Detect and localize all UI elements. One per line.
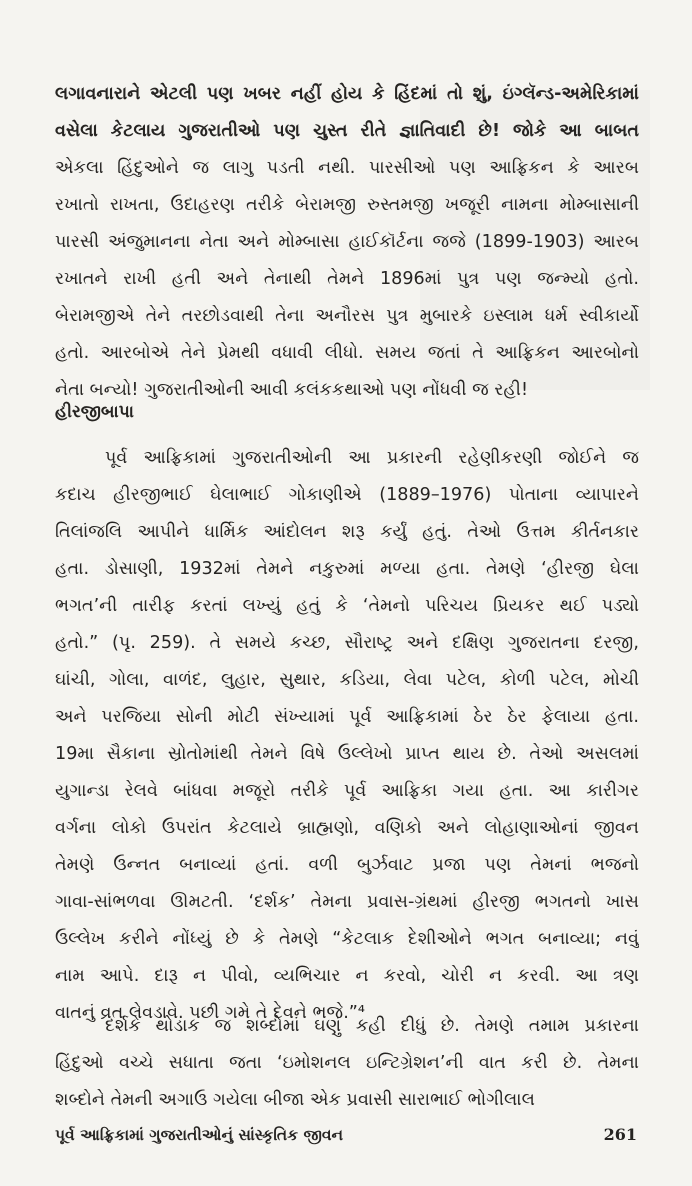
text-line: ઘાંચી, ગોલા, વાળંદ, લુહાર, સુથાર, કડિયા, લેવા પટેલ, કોળી પટેલ, મોચી [55, 670, 639, 690]
text-line: તિલાંજલિ આપીને ધાર્મિક આંદોલન શરૂ કર્યું હતું. તેઓ ઉત્તમ કીર્તનકાર [55, 522, 639, 542]
section-heading: હીરજીબાપા [55, 402, 134, 422]
text-line: નેતા બન્યો! ગુજરાતીઓની આવી કલંકકથાઓ પણ નોંધવી જ રહી! [55, 380, 529, 400]
text-line: અને પરજિયા સોની મોટી સંખ્યામાં પૂર્વ આફ્રિકામાં ઠેર ઠેર ફેલાયા હતા. [55, 707, 639, 727]
text-line: કદાચ હીરજીભાઈ ઘેલાભાઈ ગોકાણીએ (1889–1976) પોતાના વ્યાપારને [55, 485, 639, 505]
text-line: બેરામજીએ તેને તરછોડવાથી તેના અનૌરસ પુત્ર મુબારકે ઇસ્લામ ધર્મ સ્વીકાર્યો [55, 306, 639, 326]
text-line: એકલા હિંદુઓને જ લાગુ પડતી નથી. પારસીઓ પણ આફ્રિકન કે આરબ [55, 158, 639, 178]
text-line: ગાવા-સાંભળવા ઊમટતી. ‘દર્શક’ તેમના પ્રવાસ-ગ્રંથમાં હીરજી ભગતનો ખાસ [55, 892, 639, 912]
running-footer-title: પૂર્વ આફ્રિકામાં ગુજરાતીઓનું સાંસ્કૃતિક જીવન [55, 1126, 344, 1144]
page-number: 261 [603, 1125, 637, 1144]
text-line: રખાતને રાખી હતી અને તેનાથી તેમને 1896માં પુત્ર પણ જન્મ્યો હતો. [55, 269, 639, 289]
text-line: લગાવનારાને એટલી પણ ખબર નહીં હોય કે હિંદમાં તો શું, ઇંગ્લૅન્ડ-અમેરિકામાં [55, 84, 639, 104]
text-line: વર્ગના લોકો ઉપરાંત કેટલાયે બ્રાહ્મણો, વણિકો અને લોહાણાઓનાં જીવન [55, 818, 639, 838]
text-line: હતા. ડોસાણી, 1932માં તેમને નકુરુમાં મળ્યા હતા. તેમણે ‘હીરજી ઘેલા [55, 559, 639, 579]
text-line: હતો.” (પૃ. 259). તે સમયે કચ્છ, સૌરાષ્ટ્ર અને દક્ષિણ ગુજરાતના દરજી, [55, 633, 639, 653]
text-line: શબ્દોને તેમની અગાઉ ગયેલા બીજા એક પ્રવાસી સારાભાઈ ભોગીલાલ [55, 1090, 535, 1110]
text-line: 19મા સૈકાના સ્રોતોમાંથી તેમને વિષે ઉલ્લેખો પ્રાપ્ત થાય છે. તેઓ અસલમાં [55, 744, 639, 764]
text-line: તેમણે ઉન્નત બનાવ્યાં હતાં. વળી બુર્ઝવાટ પ્રજા પણ તેમનાં ભજનો [55, 855, 639, 875]
text-line: પારસી અંજુમાનના નેતા અને મોમ્બાસા હાઈકૉર્ટના જજે (1899-1903) આરબ [55, 232, 639, 252]
text-line: નામ આપે. દારૂ ન પીવો, વ્યભિચાર ન કરવો, ચોરી ન કરવી. આ ત્રણ [55, 966, 639, 986]
text-line: યુગાન્ડા રેલવે બાંધવા મજૂરો તરીકે પૂર્વ આફ્રિકા ગયા હતા. આ કારીગર [55, 781, 639, 801]
text-line: ભગત’ની તારીફ કરતાં લખ્યું હતું કે ‘તેમનો પરિચય પ્રિયકર થઈ પડ્યો [55, 596, 639, 616]
text-line: વાતનું વ્રત લેવડાવે. પછી ગમે તે દેવને ભજે.”⁴ [55, 1003, 365, 1023]
text-line: દર્શકે થોડાક જ શબ્દોમાં ઘણું કહી દીધું છે. તેમણે તમામ પ્રકારના [105, 1016, 639, 1036]
text-line: હિંદુઓ વચ્ચે સધાતા જતા ‘ઇમોશનલ ઇન્ટિગ્રેશન’ની વાત કરી છે. તેમના [55, 1053, 639, 1073]
text-line: રખાતો રાખતા, ઉદાહરણ તરીકે બેરામજી રુસ્તમજી ખજૂરી નામના મોમ્બાસાની [55, 195, 639, 215]
text-line: પૂર્વ આફ્રિકામાં ગુજરાતીઓની આ પ્રકારની રહેણીકરણી જોઈને જ [105, 448, 639, 468]
text-line: હતો. આરબોએ તેને પ્રેમથી વધાવી લીધો. સમય જતાં તે આફ્રિકન આરબોનો [55, 343, 639, 363]
text-line: ઉલ્લેખ કરીને નોંધ્યું છે કે તેમણે “કેટલાક દેશીઓને ભગત બનાવ્યા; નવું [55, 929, 639, 949]
text-line: વસેલા કેટલાય ગુજરાતીઓ પણ ચુસ્ત રીતે જ્ઞાતિવાદી છે! જોકે આ બાબત [55, 121, 639, 141]
